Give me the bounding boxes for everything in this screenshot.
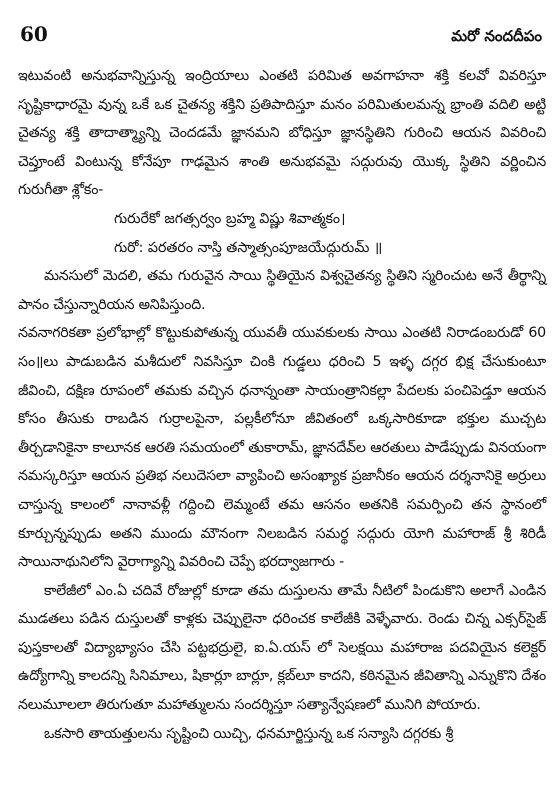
page-body — [18, 62, 546, 748]
verse-line: గురో: పరతరం నాస్తి తస్మాత్సంపూజయేద్గురుమ్ ॥ — [114, 239, 383, 256]
page-number: 60 — [20, 22, 48, 46]
verse-line: గురురేకో జగత్సర్వం బ్రహ్మ విష్ణు శివాత్మకం। — [114, 210, 346, 227]
paragraph: మనసులో మెదలి, తమ గురువైన సాయి స్థితియైన విశ్వచైతన్య స్థితిని స్మరించుట అనే తీర్థాన్ని పానం చేస్తున్నారియన అనిపిస్తుంది. — [18, 268, 546, 313]
paragraph: కాలేజీలో ఎం.ఏ చదివే రోజుల్లో కూడా తమ దుస్తులను తామే నీటిలో పిండుకొని అలాగే ఎండిన ముడతలు పడిన దుస్తులతో కాళ్లకు చెప్పులైనా ధరించక కాలేజీకి వెళ్ళేవారు. రెండు చిన్న ఎక్సర్‌సైజ్ పుస్తకాలతో విద్యాభ్యాసం చేసి పట్టభద్రులై, ఐ.ఏ.యస్ లో సెలక్షయి మహారాజ పదవియైన కలెక్టర్ ఉద్యోగాన్ని కాలదన్ని సినిమాలు, షికార్లూ బార్లూ, క్లబ్‌లూ కాదని, కఠినమైన జీవితాన్ని ఎన్నుకొని దేశం నలుమూలలా తిరుగుతూ మహాత్ములను సందర్శిస్తూ సత్యాన్వేషణలో మునిగి పోయారు. — [18, 582, 546, 714]
paragraph: ఒకసారి తాయత్తులను సృష్టించి యిచ్చి, ధనమార్జిస్తున్న ఒక సన్యాసి దగ్గరకు శ్రీ — [44, 725, 454, 742]
paragraph: నవనాగరికతా ప్రలోభాల్లో కొట్టుకుపోతున్న యువతీ యువకులకు సాయి ఎంతటి నిరాడంబరుడో 60 సం॥లు పాడుబడిన మశీదులో నివసిస్తూ చింకి గుడ్డలు ధరించి 5 ఇళ్ళ దగ్గర భిక్ష చేసుకుంటూ జీవించి, దక్షిణ రూపంలో తమకు వచ్చిన ధనాన్నంతా సాయంత్రానికల్లా పేదలకు పంచిపెడ్తూ ఆయన కోసం తీసుకు రాబడిన గుర్రాలపైనా, పల్లకీలోనూ జీవితంలో ఒక్కసారికూడా భక్తుల ముచ్చట తీర్చడానికైనా కాలూనక ఆరతి సమయంలో తుకారామ్, జ్ఞానదేవ్‌ల ఆరతులు పాడేప్పుడు వినయంగా నమస్కరిస్తూ ఆయన ప్రతిభ నలుదెసలా వ్యాపించి అసంఖ్యాక ప్రజానీకం ఆయన దర్శనానికై అర్రులు చాస్తున్న కాలంలో నానావళ్లీ గద్దించి లెమ్మంటే తమ ఆసనం అతనికి సమర్పించి తన స్థానంలో కూర్చున్నప్పుడు అతని ముందు మౌనంగా నిలబడిన సమర్థ సద్గురు యోగి మహారాజ్ శ్రీ శిరిడీ సాయినాథునిలోని వైరాగ్యాన్ని వివరించి చెప్పే భరద్వాజగారు - — [18, 325, 546, 571]
paragraph: ఇటువంటి అనుభవాన్నిస్తున్న ఇంద్రియాలు ఎంతటి పరిమిత అవగాహనా శక్తి కలవో వివరిస్తూ సృష్టికాధారమై వున్న ఒకే ఒక చైతన్య శక్తిని ప్రతిపాదిస్తూ మనం పరిమితులమన్న భ్రాంతి వదిలి అట్టి చైతన్య శక్తి తాదాత్మ్యాన్ని చెందడమే జ్ఞానమని బోధిస్తూ జ్ఞానస్థితిని గురించి ఆయన వివరించి చెప్తూంటే వింటున్న కోనేపూ గాఢమైన శాంతి అనుభవమై సద్గురువు యొక్క స్థితిని వర్ణించిన గురుగీతా శ్లోకం- — [18, 68, 546, 199]
page-header — [18, 22, 546, 58]
running-title: మరో నందదీపం — [451, 27, 542, 45]
guru-gita-verse — [114, 205, 546, 262]
